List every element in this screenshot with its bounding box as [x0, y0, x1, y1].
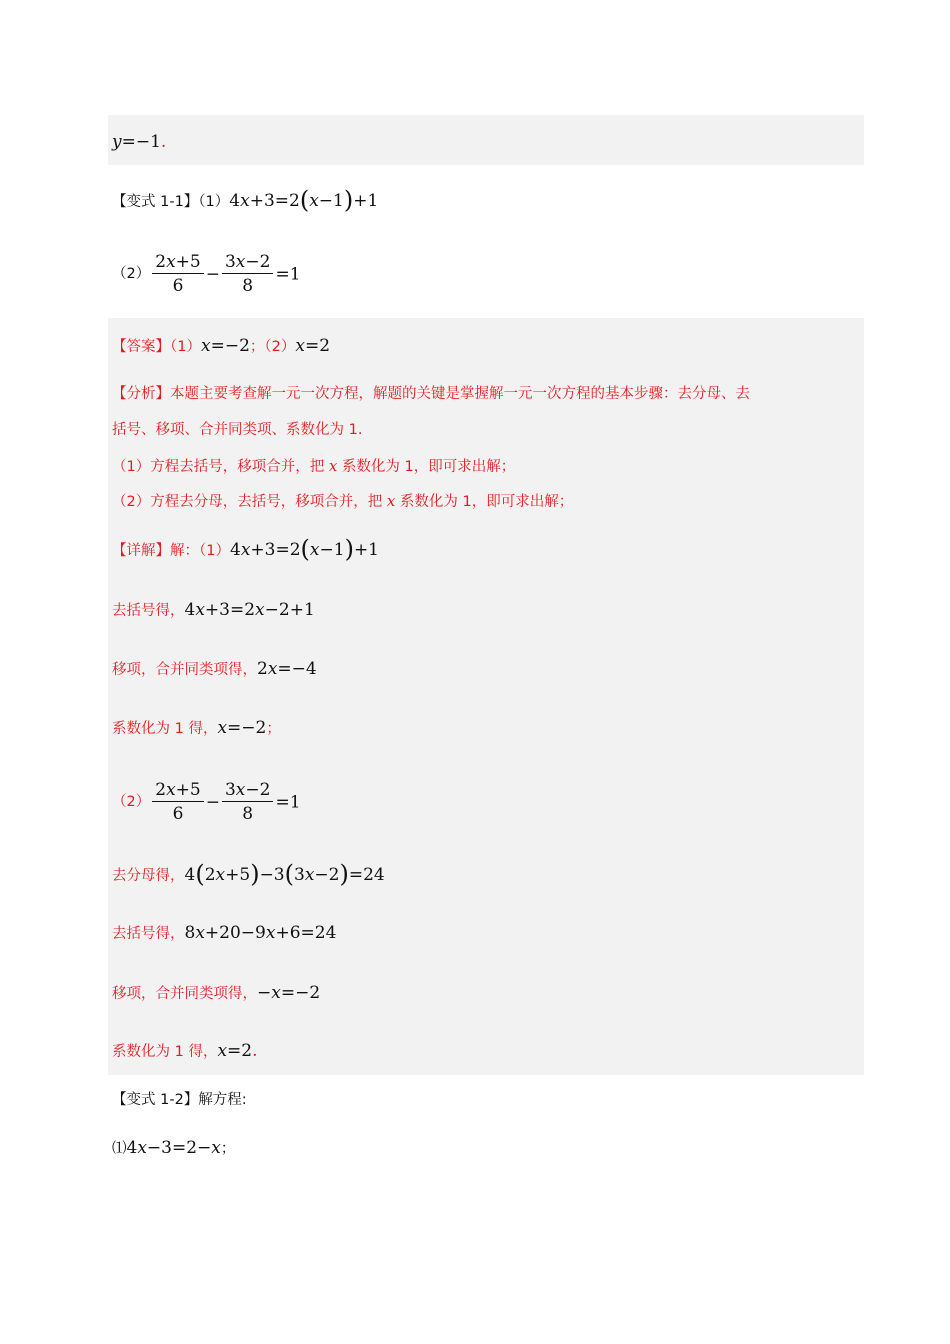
answer-shade-top	[108, 115, 864, 165]
answer-line: 【答案】（1）x=−2；（2）x=2	[112, 336, 331, 356]
equation: 4x+3=2(x−1)+1	[229, 535, 379, 563]
analysis-line-1: 【分析】本题主要考查解一元一次方程，解题的关键是掌握解一元一次方程的基本步骤：去分母、去	[112, 386, 750, 402]
detail-step-t4: 系数化为 1 得，x=2.	[112, 1041, 258, 1061]
variant-1-1-heading: 【变式 1-1】（1）4x+3=2(x−1)+1	[112, 186, 379, 214]
detail-step-t2: 去括号得，8x+20−9x+6=24	[112, 923, 337, 943]
detail-step-2: 移项，合并同类项得，2x=−4	[112, 659, 317, 679]
detail-step-3: 系数化为 1 得，x=−2；	[112, 718, 281, 738]
variant-1-2-heading: 【变式 1-2】解方程:	[112, 1092, 247, 1108]
equation: $\frac{2x+5}{6}$ − $\frac{3x-2}{8}$ =1	[150, 264, 300, 284]
equation: 4x+3=2(x−1)+1	[229, 186, 379, 214]
detail-line-1: 【详解】解：（1）4x+3=2(x−1)+1	[112, 535, 379, 563]
detail-step-t1: 去分母得，4(2x+5)−3(3x−2)=24	[112, 860, 385, 888]
top-answer-line: y=−1.	[112, 132, 167, 152]
variant-1-2-part1: ⑴4x−3=2−x；	[112, 1138, 236, 1158]
analysis-line-4: （2）方程去分母，去括号，移项合并，把 x 系数化为 1，即可求出解；	[112, 492, 574, 510]
analysis-line-2: 括号、移项、合并同类项、系数化为 1.	[112, 422, 363, 438]
detail-part2: （2） $\frac{2x+5}{6}$ − $\frac{3x-2}{8}$ =1	[112, 780, 301, 824]
analysis-line-3: （1）方程去括号，移项合并，把 x 系数化为 1，即可求出解；	[112, 457, 516, 475]
equation: $\frac{2x+5}{6}$ − $\frac{3x-2}{8}$ =1	[150, 792, 300, 812]
variant-1-1-part2: （2） $\frac{2x+5}{6}$ − $\frac{3x-2}{8}$ =1	[112, 252, 301, 296]
detail-step-1: 去括号得，4x+3=2x−2+1	[112, 600, 315, 620]
detail-step-t3: 移项，合并同类项得，−x=−2	[112, 983, 321, 1003]
